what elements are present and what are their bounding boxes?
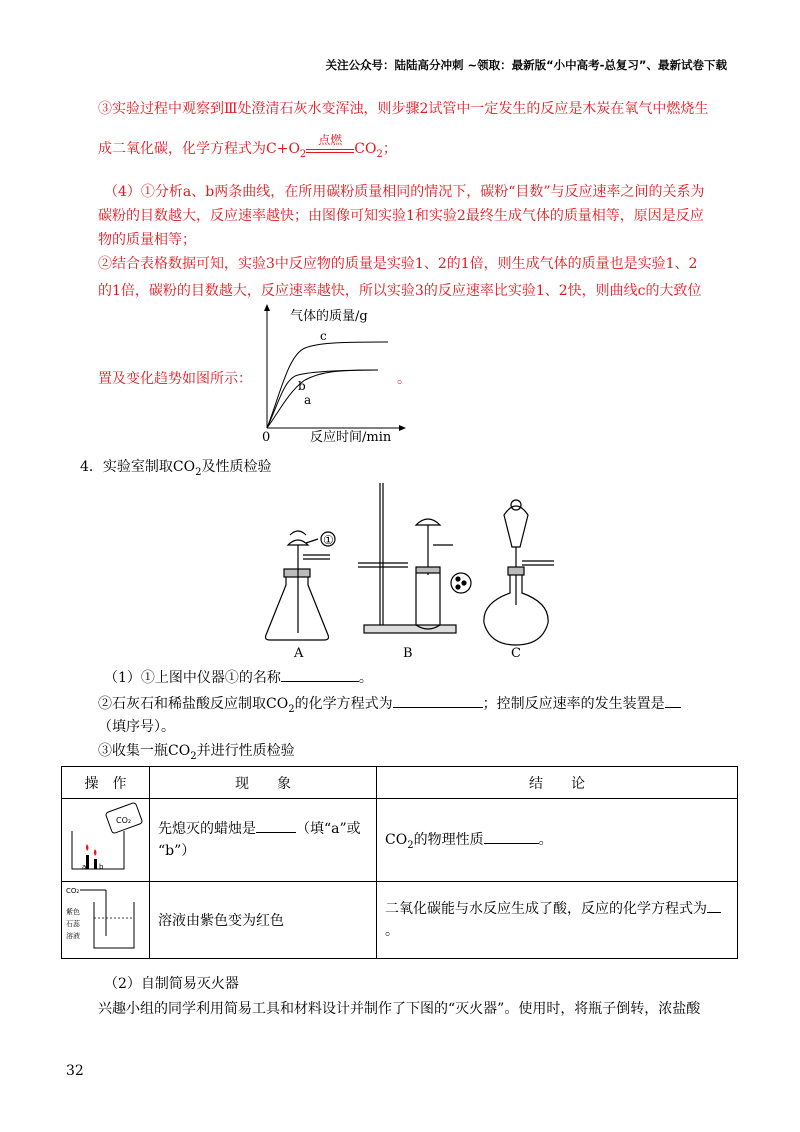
pouring-co2-image	[64, 801, 144, 875]
question-4-title: 4．实验室制取$CO_2$及性质检验	[80, 459, 272, 478]
apparatus-figure	[258, 475, 568, 660]
page-header: 关注公众号：陆陆高分冲刺 ~领取：最新版“小中高考-总复习”、最新试卷下载	[325, 58, 727, 72]
q4-sub3: ③收集一瓶$CO_2$并进行性质检验	[98, 743, 295, 762]
answer-3-line2: 成二氧化碳，化学方程式为$C+O_2$ 点燃 $CO_2$；	[98, 133, 397, 160]
apparatus-b	[358, 483, 471, 633]
answer-3-line1: ③实验过程中观察到Ⅲ处澄清石灰水变浑浊，则步骤2试管中一定发生的反应是木炭在氧气中燃烧生	[98, 101, 709, 117]
row2-conclusion: 二氧化碳能与水反应生成了酸，反应的化学方程式为 。	[377, 882, 738, 959]
reaction-condition: 点燃	[306, 145, 354, 153]
apparatus-a	[266, 531, 336, 640]
curve-a	[267, 370, 378, 428]
row1-operation	[62, 799, 150, 882]
curve-c	[267, 342, 388, 428]
litmus-test-image	[64, 884, 144, 952]
row2-operation	[62, 882, 150, 959]
answer-4-line4: ②结合表格数据可知，实验3中反应物的质量是实验1、2的1倍，则生成气体的质量也是实验1、2	[98, 256, 698, 272]
apparatus-label-a: A	[294, 646, 304, 660]
svg-text:a: a	[82, 863, 87, 871]
curve-label-b: b	[298, 379, 306, 393]
reaction-graph	[250, 300, 410, 448]
q4-sub2: ②石灰石和稀盐酸反应制取$CO_2$的化学方程式为 ；控制反应速率的发生装置是	[98, 693, 681, 715]
part2-title: （2）自制简易灭火器	[104, 976, 239, 992]
part2-line1: 兴趣小组的同学利用简易工具和材料设计并制作了下图的“灭火器”。使用时，将瓶子倒转，浓盐酸	[98, 1001, 701, 1017]
answer-4-line2: 碳粉的目数越大，反应速率越快；由图像可知实验1和实验2最终生成气体的质量相等，原因是反应	[98, 208, 704, 224]
apparatus-label-b: B	[403, 646, 413, 660]
curve-b	[267, 370, 378, 428]
q4-sub1: （1）①上图中仪器①的名称 。	[104, 667, 373, 687]
answer-4-line3: 物的质量相等；	[98, 232, 196, 248]
table-row	[62, 882, 738, 959]
apparatus-label-c: C	[511, 646, 521, 660]
q4-sub2-line2: （填序号）。	[98, 719, 175, 735]
apparatus-marker: ①	[323, 533, 334, 547]
answer-4-line6-prefix: 置及变化趋势如图所示：	[98, 371, 252, 387]
graph-origin: 0	[262, 430, 271, 445]
table-header-phenomenon: 现 象	[150, 767, 377, 799]
curve-label-a: a	[304, 393, 312, 407]
svg-text:溶液: 溶液	[66, 932, 80, 940]
svg-text:紫色: 紫色	[66, 908, 80, 916]
svg-text:石蕊: 石蕊	[66, 920, 80, 928]
curve-label-c: c	[320, 329, 327, 343]
row1-conclusion: $CO_2$的物理性质 。	[377, 799, 738, 882]
table-header-operation: 操 作	[62, 767, 150, 799]
apparatus-c	[484, 500, 554, 645]
row1-phenomenon: 先熄灭的蜡烛是 （填“a”或 “b”）	[150, 799, 377, 882]
table-row	[62, 799, 738, 882]
graph-xlabel: 反应时间/min	[310, 430, 392, 445]
row2-phenomenon: 溶液由紫色变为红色	[150, 882, 377, 959]
answer-4-line6-suffix: 。	[397, 371, 411, 387]
property-test-table	[61, 766, 738, 959]
table-header-conclusion: 结 论	[377, 767, 738, 799]
svg-text:CO₂: CO₂	[66, 887, 80, 895]
svg-text:CO₂: CO₂	[116, 816, 132, 825]
graph-ylabel: 气体的质量/g	[290, 309, 368, 324]
svg-text:b: b	[99, 863, 104, 871]
answer-4-line5: 的1倍，碳粉的目数越大，反应速率越快，所以实验3的反应速率比实验1、2快，则曲线c的大致位	[98, 283, 702, 299]
answer-4-line1: （4）①分析a、b两条曲线，在所用碳粉质量相同的情况下，碳粉“目数”与反应速率之间的关系为	[104, 184, 705, 200]
page-number: 32	[66, 1063, 84, 1079]
